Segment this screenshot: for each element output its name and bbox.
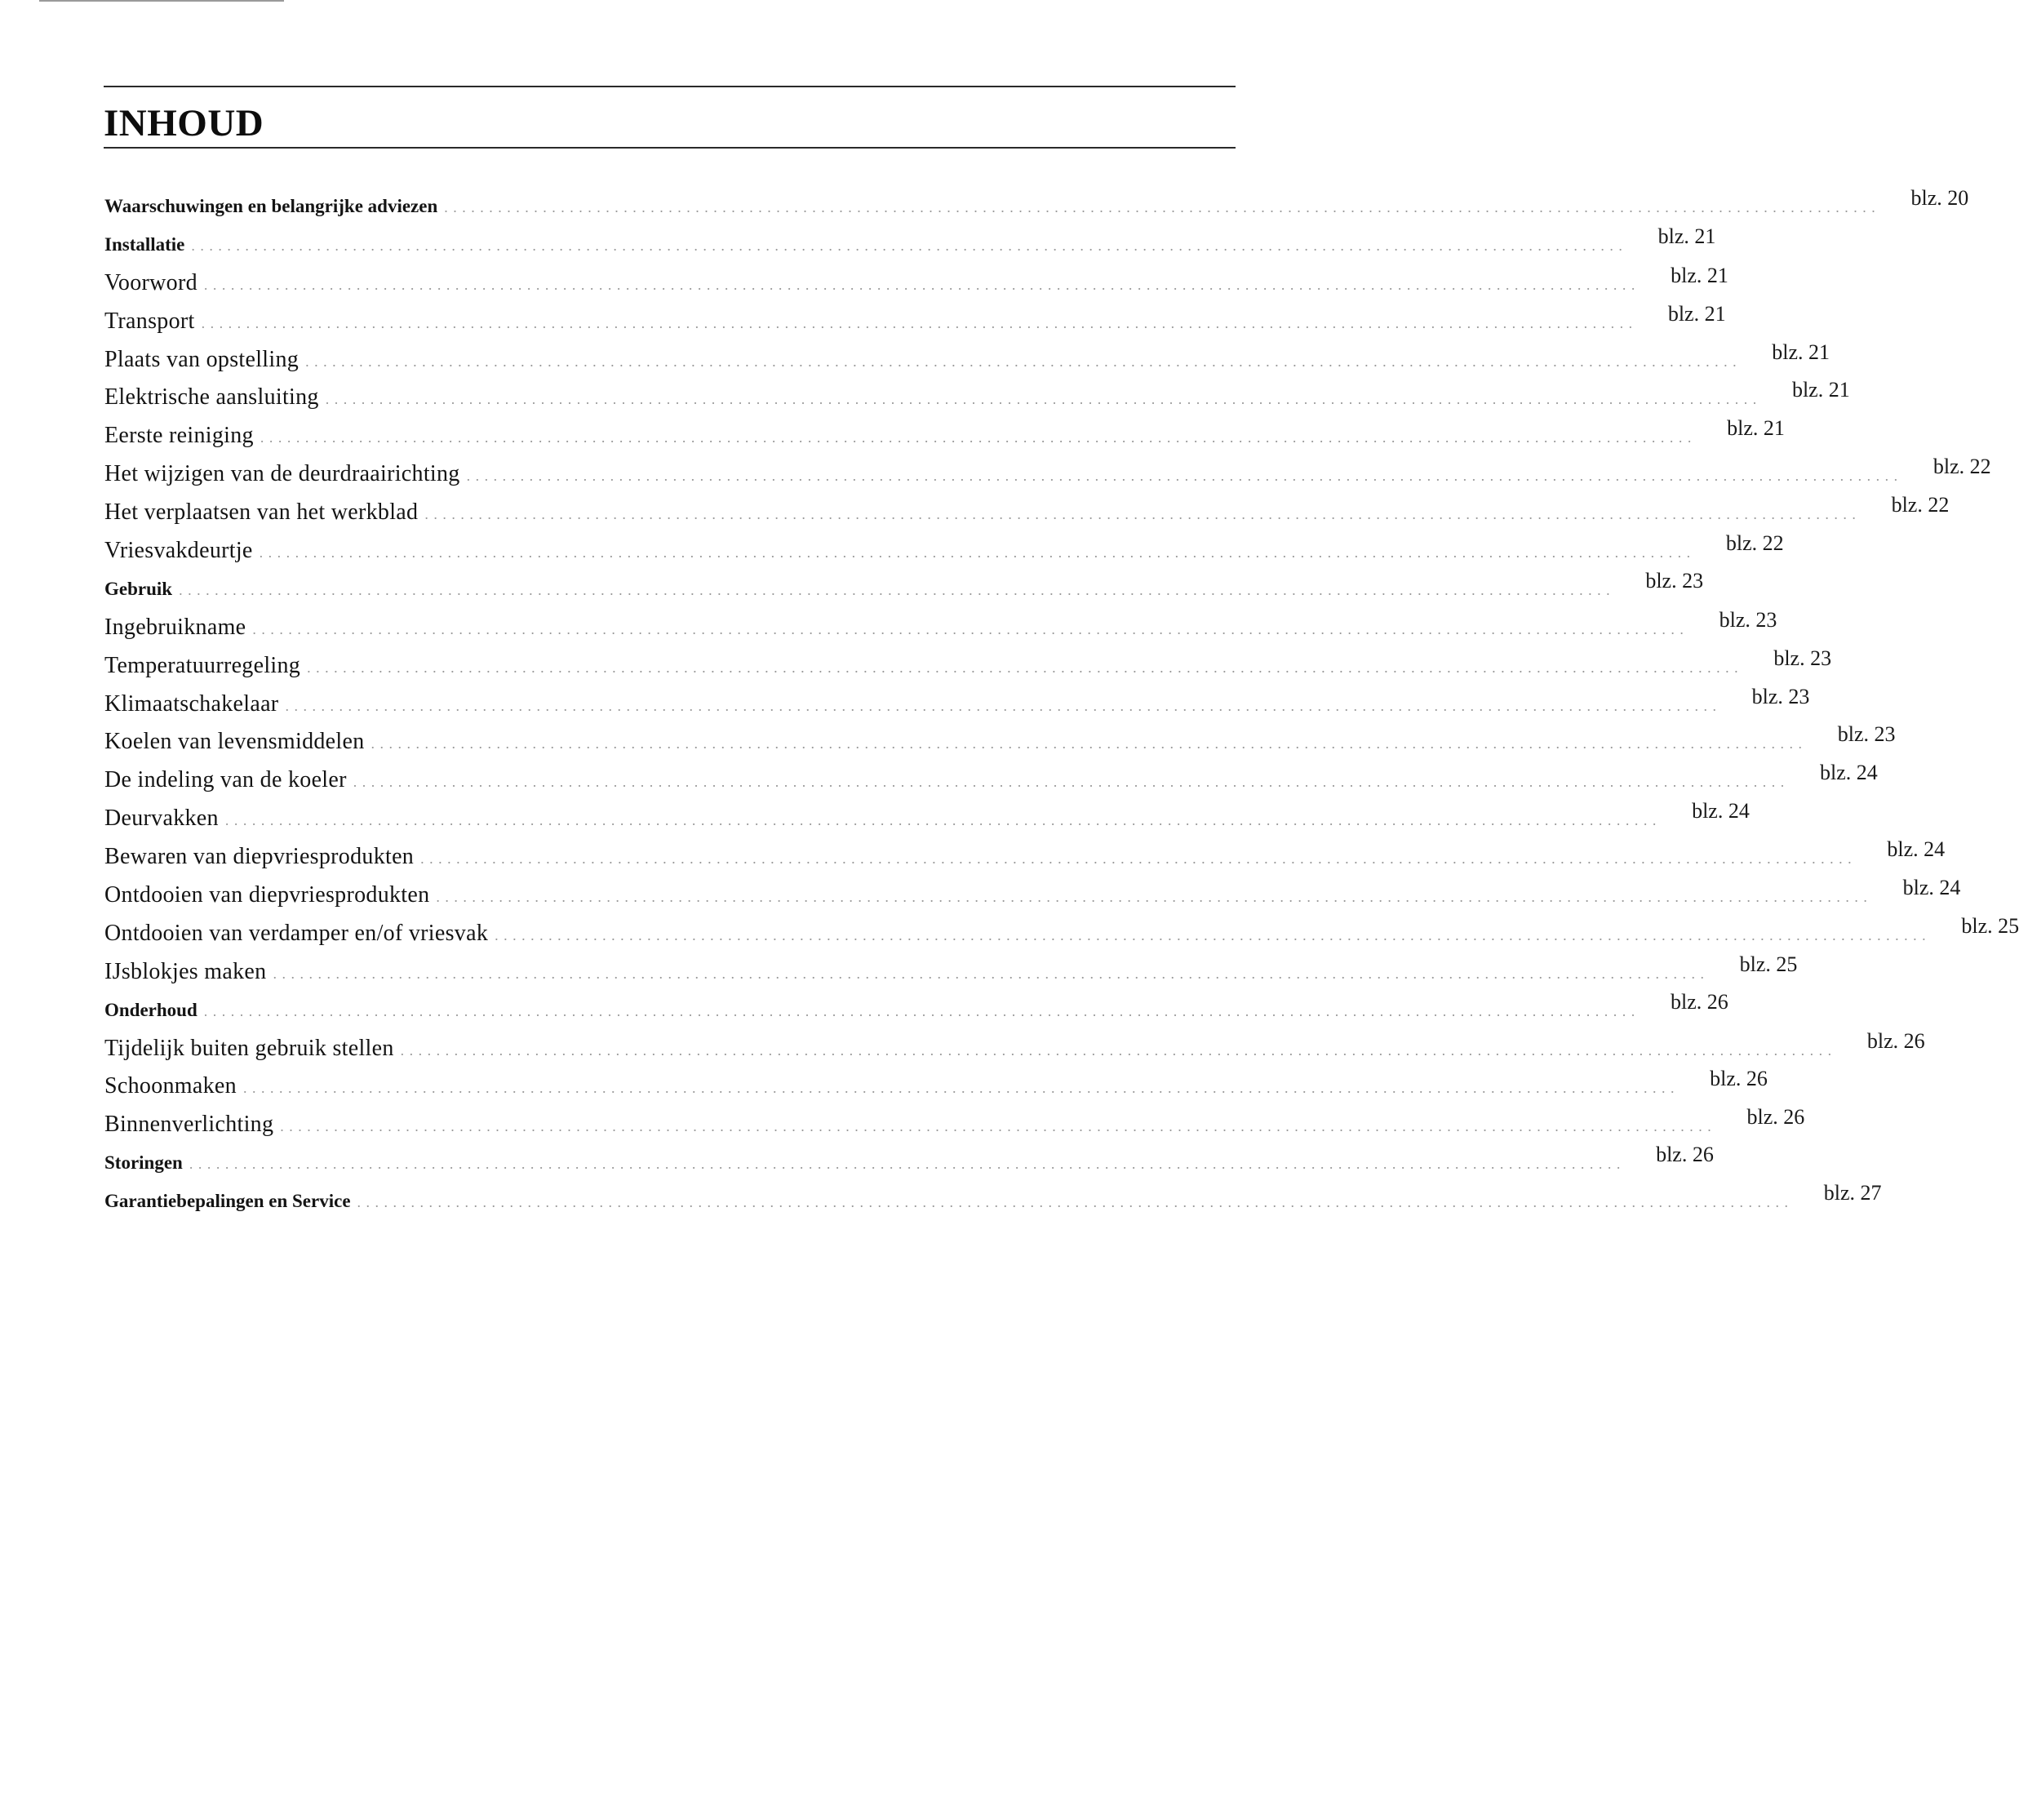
dot-leader: ................................................................................................................................................................ [242, 1080, 1680, 1097]
toc-entry-label: Plaats van opstelling [104, 346, 300, 372]
toc-entry-page: blz. 23 [1751, 684, 1810, 708]
title-underline-rule [104, 147, 1236, 149]
toc-entry[interactable] [104, 837, 1946, 882]
toc-entry-label: Ontdooien van diepvriesprodukten [104, 882, 430, 908]
toc-entry-page: blz. 25 [1739, 952, 1798, 976]
toc-entry-page: blz. 23 [1645, 568, 1704, 593]
toc-entry[interactable] [104, 952, 1798, 997]
toc-entry[interactable] [104, 799, 1750, 844]
toc-entry-page: blz. 20 [1910, 186, 1969, 210]
toc-entry-label: Eerste reiniging [104, 423, 254, 449]
dot-leader: ................................................................................................................................................................ [357, 1194, 1794, 1211]
table-of-contents [104, 186, 2019, 1227]
toc-entry[interactable] [104, 913, 2019, 959]
toc-entry[interactable] [104, 1105, 1805, 1150]
dot-leader: ................................................................................................................................................................ [280, 1118, 1717, 1135]
toc-entry-label: Installatie [104, 233, 185, 255]
toc-entry[interactable] [104, 455, 1991, 499]
dot-leader: ................................................................................................................................................................ [353, 774, 1790, 791]
toc-entry-label: Binnenverlichting [104, 1112, 274, 1138]
toc-entry-label: Waarschuwingen en belangrijke adviezen [104, 196, 438, 216]
toc-entry-page: blz. 21 [1791, 378, 1850, 402]
toc-entry-label: Onderhoud [104, 999, 197, 1020]
toc-entry[interactable] [104, 263, 1728, 309]
toc-entry-label: Schoonmaken [104, 1073, 237, 1099]
toc-entry-label: Klimaatschakelaar [104, 690, 279, 717]
toc-entry-page: blz. 26 [1866, 1028, 1925, 1053]
toc-entry-label: Het wijzigen van de deurdraairichting [104, 461, 460, 487]
toc-entry[interactable] [104, 684, 1810, 730]
dot-leader: ................................................................................................................................................................ [495, 926, 1932, 943]
toc-entry[interactable] [104, 301, 1726, 347]
toc-entry-label: Koelen van levensmiddelen [104, 729, 365, 755]
toc-entry[interactable] [104, 607, 1777, 653]
toc-entry[interactable] [104, 186, 1969, 232]
toc-entry-label: De indeling van de koeler [104, 767, 347, 793]
dot-leader: ................................................................................................................................................................ [252, 620, 1689, 637]
dot-leader: ................................................................................................................................................................ [444, 199, 1881, 215]
toc-entry-page: blz. 25 [1961, 913, 2019, 938]
toc-entry[interactable] [104, 646, 1832, 691]
toc-entry-label: Storingen [104, 1152, 183, 1174]
toc-entry-label: Elektrische aansluiting [104, 384, 319, 411]
dot-leader: ................................................................................................................................................................ [224, 812, 1662, 829]
toc-entry-page: blz. 26 [1746, 1105, 1805, 1130]
dot-leader: ................................................................................................................................................................ [325, 391, 1762, 408]
toc-entry-label: Deurvakken [104, 806, 219, 832]
toc-entry[interactable] [104, 1028, 1925, 1074]
dot-leader: ................................................................................................................................................................ [371, 735, 1808, 752]
top-rule [104, 86, 1236, 87]
toc-entry[interactable] [104, 989, 1728, 1036]
toc-entry-page: blz. 21 [1657, 224, 1716, 248]
toc-entry-page: blz. 21 [1772, 340, 1830, 364]
toc-entry[interactable] [104, 340, 1830, 385]
toc-entry-page: blz. 24 [1902, 876, 1961, 900]
toc-entry-label: Ingebruikname [104, 614, 246, 640]
toc-entry-page: blz. 22 [1725, 531, 1784, 556]
dot-leader: ................................................................................................................................................................ [307, 659, 1744, 676]
dot-leader: ................................................................................................................................................................ [201, 314, 1638, 331]
toc-entry-page: blz. 21 [1727, 416, 1785, 441]
toc-entry[interactable] [104, 761, 1878, 806]
toc-entry-page: blz. 26 [1710, 1067, 1768, 1091]
toc-entry-label: Het verplaatsen van het werkblad [104, 499, 419, 526]
toc-entry-label: IJsblokjes maken [104, 958, 267, 984]
toc-entry-page: blz. 24 [1887, 837, 1946, 862]
toc-entry-page: blz. 23 [1837, 722, 1896, 747]
toc-entry[interactable] [104, 493, 1950, 538]
dot-leader: ................................................................................................................................................................ [420, 850, 1857, 868]
toc-entry-label: Transport [104, 308, 195, 334]
toc-entry-page: blz. 26 [1656, 1143, 1714, 1167]
toc-entry-label: Bewaren van diepvriesprodukten [104, 844, 415, 870]
toc-entry[interactable] [104, 378, 1850, 423]
toc-entry-page: blz. 23 [1773, 646, 1832, 670]
scan-edge-mark [39, 0, 284, 2]
dot-leader: ................................................................................................................................................................ [424, 506, 1861, 523]
toc-entry[interactable] [104, 1143, 1714, 1188]
toc-entry[interactable] [104, 1067, 1768, 1112]
dot-leader: ................................................................................................................................................................ [466, 468, 1903, 485]
toc-entry[interactable] [104, 722, 1896, 767]
toc-entry-label: Temperatuurregeling [104, 652, 301, 678]
dot-leader: ................................................................................................................................................................ [285, 697, 1722, 714]
toc-entry-page: blz. 22 [1891, 493, 1950, 517]
toc-entry[interactable] [104, 531, 1784, 576]
toc-entry-page: blz. 24 [1819, 761, 1878, 785]
toc-entry-label: Tijdelijk buiten gebruik stellen [104, 1035, 394, 1061]
dot-leader: ................................................................................................................................................................ [400, 1041, 1837, 1059]
toc-entry[interactable] [104, 568, 1704, 615]
toc-entry-label: Voorword [104, 269, 197, 295]
toc-entry-page: blz. 23 [1719, 607, 1777, 632]
toc-entry-page: blz. 26 [1671, 989, 1728, 1014]
dot-leader: ................................................................................................................................................................ [179, 581, 1616, 598]
toc-entry[interactable] [104, 224, 1716, 270]
toc-entry-label: Ontdooien van verdamper en/of vriesvak [104, 920, 489, 946]
toc-entry-page: blz. 24 [1692, 799, 1750, 823]
toc-entry[interactable] [104, 876, 1961, 921]
dot-leader: ................................................................................................................................................................ [189, 1156, 1626, 1173]
dot-leader: ................................................................................................................................................................ [305, 353, 1742, 370]
toc-entry-page: blz. 21 [1667, 301, 1726, 326]
dot-leader: ................................................................................................................................................................ [191, 237, 1628, 254]
toc-entry-label: Vriesvakdeurtje [104, 538, 253, 564]
dot-leader: ................................................................................................................................................................ [259, 544, 1696, 562]
toc-entry-label: Gebruik [104, 578, 173, 599]
toc-entry[interactable] [104, 416, 1785, 461]
toc-entry-page: blz. 27 [1823, 1181, 1882, 1205]
page-title: INHOUD [104, 102, 264, 144]
toc-entry-page: blz. 22 [1932, 455, 1991, 479]
dot-leader: ................................................................................................................................................................ [203, 276, 1640, 293]
dot-leader: ................................................................................................................................................................ [436, 889, 1873, 906]
dot-leader: ................................................................................................................................................................ [260, 429, 1697, 446]
toc-entry-label: Garantiebepalingen en Service [104, 1191, 351, 1212]
toc-entry-page: blz. 21 [1671, 263, 1728, 287]
dot-leader: ................................................................................................................................................................ [203, 1002, 1640, 1019]
dot-leader: ................................................................................................................................................................ [273, 965, 1710, 982]
toc-entry[interactable] [104, 1181, 1882, 1227]
